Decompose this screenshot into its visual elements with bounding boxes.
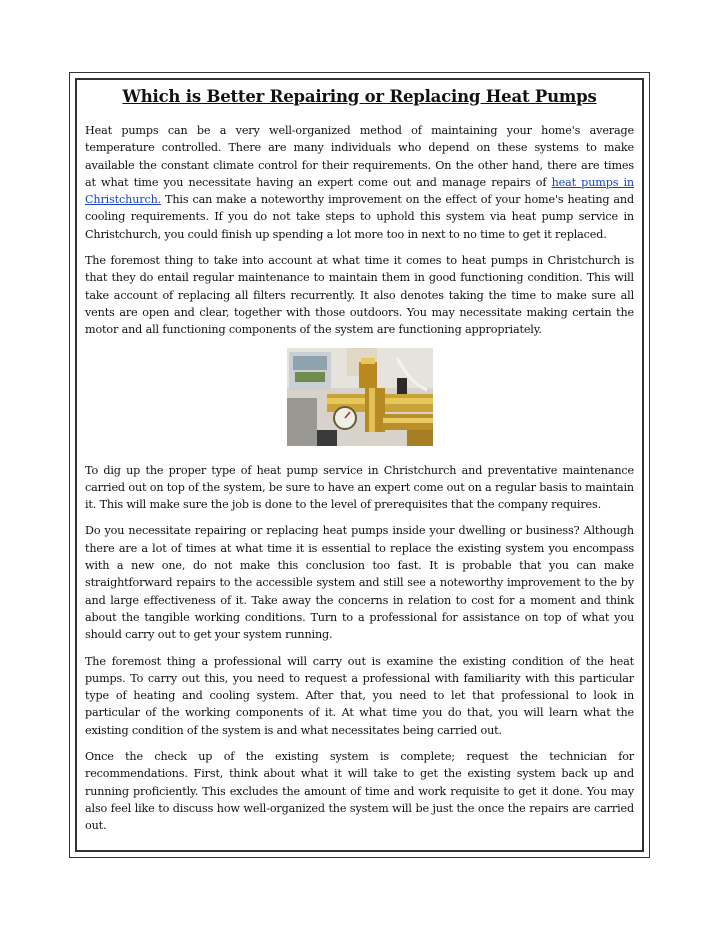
paragraph-5: The foremost thing a professional will carry out is examine the existing condition of the heat pumps. To carry out this, you need to request a professional with familiarity with this particular type of heating and cooling system. After that, you need to let that professional to look in particular of the working components of it. At what time you do that, you will learn what the existing condition of the system is and what necessitates being carried out. (85, 654, 634, 737)
paragraph-1-text-before: Heat pumps can be a very well-organized method of maintaining your home's average temperature controlled. There are many individuals who depend on these systems to make available the constant climate control for their requirements. On the other hand, there are times at what time you necessitate having an expert come out and manage repairs of (85, 124, 634, 189)
heat-pumps-christchurch-link[interactable]: heat pumps in Christchurch. (85, 175, 634, 207)
document-body (85, 86, 634, 844)
paragraph-6: Once the check up of the existing system is complete; request the technician for recommendations. First, think about what it will take to get the existing system back up and running proficiently. This excludes the amount of time and work requisite to get it done. You may also feel like to discuss how well-organized the system will be just the once the repairs are carried out. (85, 750, 634, 833)
document-title: Which is Better Repairing or Replacing Heat Pumps (122, 87, 597, 106)
heat-pump-valves-illustration (287, 348, 433, 446)
paragraph-3: To dig up the proper type of heat pump service in Christchurch and preventative maintenance carried out on top of the system, be sure to have an expert come out on a regular basis to maintain it. This will make sure the job is done to the level of prerequisites that the company requires. (85, 463, 634, 512)
paragraph-1-text-after: This can make a noteworthy improvement on the effect of your home's heating and cooling requirements. If you do not take steps to uphold this system via heat pump service in Christchurch, you could finish up spending a lot more too in next to no time to get it replaced. (85, 193, 634, 241)
paragraph-1 (85, 122, 634, 243)
heat-pump-valves-image (287, 348, 433, 446)
paragraph-2: The foremost thing to take into account at what time it comes to heat pumps in Christchurch is that they do entail regular maintenance to maintain them in good functioning condition. This will take account of replacing all filters recurrently. It also denotes taking the time to make sure all vents are open and clear, together with those outdoors. You may necessitate making certain the motor and all functioning components of the system are functioning appropriately. (85, 254, 634, 337)
paragraph-4: Do you necessitate repairing or replacing heat pumps inside your dwelling or business? Although there are a lot of times at what time it is essential to replace the existing system you encompass with a new one, do not make this conclusion too fast. It is probable that you can make straightforward repairs to the accessible system and still see a noteworthy improvement to the by and large effectiveness of it. Take away the concerns in relation to cost for a moment and think about the tangible working conditions. Turn to a professional for assistance on top of what you should carry out to get your system running. (85, 524, 634, 642)
